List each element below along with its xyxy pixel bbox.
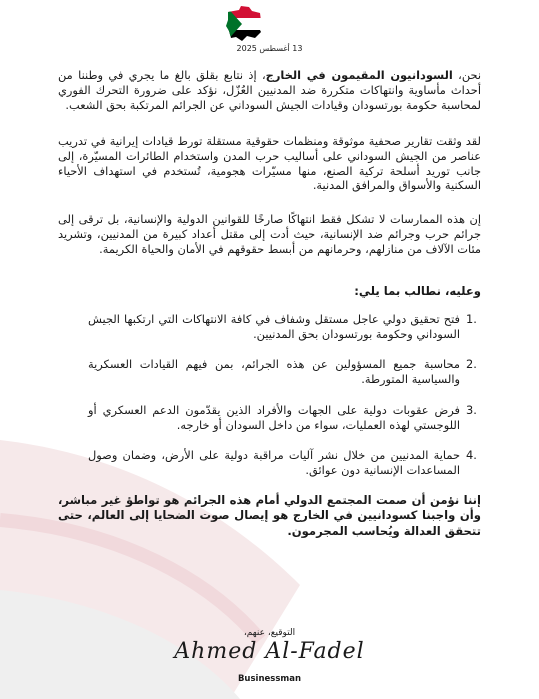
sudan-map-flag-logo [225, 5, 263, 43]
closing-statement: إننا نؤمن أن صمت المجتمع الدولي أمام هذه الجرائم هو تواطؤ غير مباشر، وأن واجبنا كسودانيين في الخارج هو إيصال صوت الضحايا إلى العالم، حتى تتحقق العدالة ويُحاسب المجرمون. [58, 493, 481, 538]
demand-item [58, 312, 481, 342]
violations-paragraph: إن هذه الممارسات لا تشكل فقط انتهاكًا صارخًا للقوانين الدولية والإنسانية، بل ترقى إلى جرائم حرب وجرائم ضد الإنسانية، حيث أدت إلى مقتل أعداد كبيرة من المدنيين، وتشريد مئات الآلاف من منازلهم، وحرمانهم من أبسط حقوقهم في الأمان والحياة الكريمة. [58, 212, 481, 257]
intro-lead-bold: السودانيون المقيمون في الخارج [265, 68, 453, 82]
demand-item [58, 403, 481, 433]
demand-text: محاسبة جميع المسؤولين عن هذه الجرائم، بمن فيهم القيادات العسكرية والسياسية المتورطة. [88, 357, 460, 387]
handwritten-signature: Ahmed Al-Fadel [174, 639, 365, 664]
letter-body [58, 68, 481, 539]
demands-list [58, 312, 481, 478]
demand-number: 3. [466, 402, 477, 417]
intro-paragraph [58, 68, 481, 113]
demand-text: فرض عقوبات دولية على الجهات والأفراد الذين يقدّمون الدعم العسكري أو اللوجستي لهذه العمليات، سواء من داخل السودان أو خارجه. [88, 402, 460, 432]
demand-item [58, 448, 481, 478]
signature-label: التوقيع، عنهم، [243, 628, 296, 638]
demand-number: 4. [466, 447, 477, 462]
demand-text: فتح تحقيق دولي عاجل مستقل وشفاف في كافة الانتهاكات التي ارتكبها الجيش السوداني وحكومة بورتسودان بحق المدنيين. [88, 311, 460, 341]
document-date: 13 أغسطس 2025 [236, 44, 303, 53]
demand-number: 2. [466, 357, 477, 372]
demand-text: حماية المدنيين من خلال نشر آليات مراقبة دولية على الأرض، وضمان وصول المساعدات الإنسانية دون عوائق. [88, 447, 460, 477]
demands-title: وعليه، نطالب بما يلي: [354, 284, 481, 299]
demand-item [58, 357, 481, 387]
intro-text: ، إذ نتابع بقلق بالغ ما يجري في وطننا من أحداث مأساوية وانتهاكات متكررة ضد المدنيين العُزّل، نؤكد على ضرورة التحرك الفوري لمحاسبة حكومة بورتسودان وقيادات الجيش السوداني عن الجرائم المرتكبة بحق الشعب. [58, 68, 481, 112]
intro-lead: نحن، [458, 68, 482, 82]
evidence-paragraph: لقد وثقت تقارير صحفية موثوقة ومنظمات حقوقية مستقلة تورط قيادات إيرانية في تدريب عناصر من الجيش السوداني على أساليب حرب المدن واستخدام الطائرات المسيّرة، إلى جانب توريد أسلحة تركية الصنع، منها مسيّرات هجومية، تُستخدم في استهداف الأحياء السكنية والأسواق والمرافق المدنية. [58, 133, 481, 193]
demand-number: 1. [466, 311, 477, 326]
signer-title: Businessman [237, 674, 302, 684]
